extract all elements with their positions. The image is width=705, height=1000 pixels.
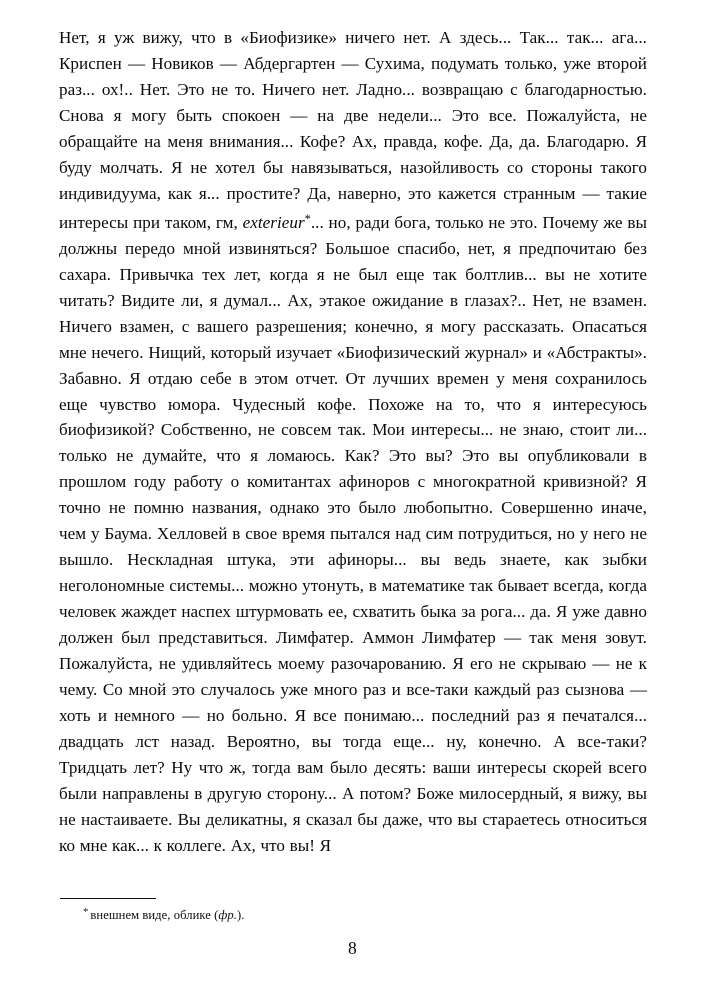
paragraph-segment-two: ... но, ради бога, только не это. Почему же вы должны передо мной извиняться? Большое спасибо, нет, я предпочитаю без сахара. Привычка тех лет, когда я не был еще так болтлив... вы не хотите читать? Видите ли, я думал... Ах, этакое ожидание в глазах?.. Нет, не взамен. Ничего взамен, с вашего разрешения; конечно, я могу рассказать. Опасаться мне нечего. Нищий, который изучает «Биофизический журнал» и «Абстракты». Забавно. Я отдаю себе в этом отчет. От лучших времен у меня сохранилось еще чувство юмора. Чудесный кофе. Похоже на то, что я интересуюсь биофизикой? Собственно, не совсем так. Мои интересы... не знаю, стоит ли... только не думайте, что я ломаюсь. Как? Это вы? Это вы опубликовали в прошлом году работу о комитантах афиноров с многократной кривизной? Я точно не помню названия, однако это было любопытно. Совершенно иначе, чем у Баума. Хелловей в свое время пытался над сим потрудиться, но у него не вышло. Нескладная штука, эти афиноры... вы ведь знаете, как зыбки неголономные системы... можно утонуть, в математике так бывает всегда, когда человек жаждет наспех штурмовать ее, схватить быка за рога... да. Я уже давно должен был представиться. Лимфатер. Аммон Лимфатер — так меня зовут. Пожалуйста, не удивляйтесь моему разочарованию. Я его не скрываю — не к чему. Со мной это случалось уже много раз и все-таки каждый раз сызнова — хоть и немного — но больно. Я все понимаю... последний раз я печатался... двадцать лст назад. Вероятно, вы тогда еще... ну, конечно. А все-таки? Тридцать лет? Ну что ж, тогда вам было десять: ваши интересы скорей всего были направлены в другую сторону... А потом? Боже милосердный, я вижу, вы не настаиваете. Вы деликатны, я сказал бы даже, что вы стараетесь относиться ко мне как... к коллеге. Ах, что вы! Я [59,212,648,855]
body-text-block [59,25,647,859]
footnote-reference-marker: * [304,211,311,226]
footnote-separator-rule [60,898,156,899]
footnote-gloss-end: ). [236,908,245,923]
paragraph-segment-one: Нет, я уж вижу, что в «Биофизике» ничего нет. А здесь... Так... так... ага... Криспен — Новиков — Абдергартен — Сухима, подумать только, уже второй раз... ох!.. Нет. Это не то. Ничего нет. Ладно... возвращаю с благодарностью. Снова я могу быть спокоен — на две недели... Это все. Пожалуйста, не обращайте на меня внимания... Кофе? Ах, правда, кофе. Да, да. Благодарю. Я буду молчать. Я не хотел бы навязываться, назойливость со стороны такого индивидуума, как я... простите? Да, наверно, это кажется странным — такие интересы при таком, гм, [59,28,647,232]
footnote-marker: * [83,906,89,918]
footnote-text [59,905,647,923]
footnote-gloss: внешнем виде, облике ( [90,908,219,923]
footnote-language-abbreviation: фр. [218,908,237,923]
footnote-area [59,898,647,923]
page-number: 8 [347,938,358,958]
body-paragraph [59,25,647,859]
french-loanword: exterieur [242,212,305,232]
